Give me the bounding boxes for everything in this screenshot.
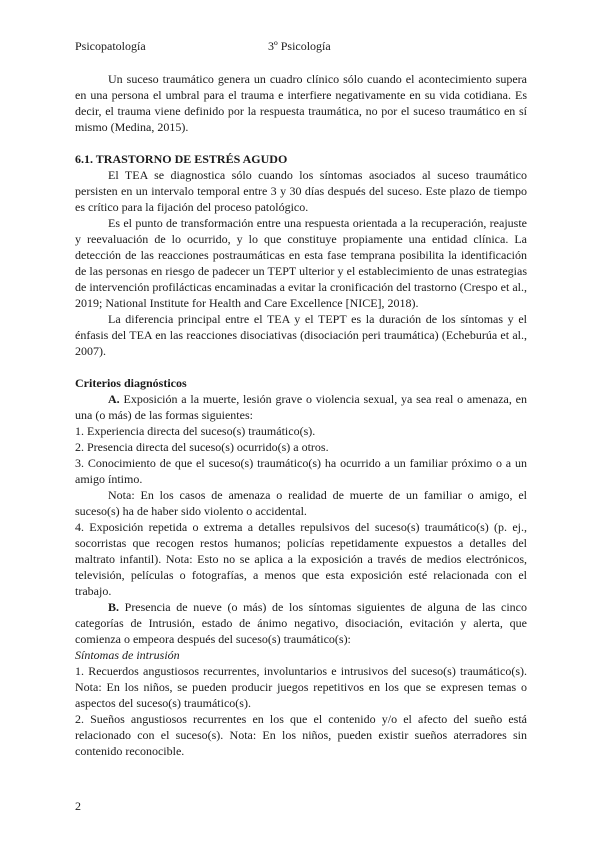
criterion-a-item: 3. Conocimiento de que el suceso(s) traumático(s) ha ocurrido a un familiar próximo o a un amigo íntimo. [75, 456, 527, 486]
intrusion-subheading: Síntomas de intrusión [75, 648, 180, 662]
section-paragraph: Es el punto de transformación entre una respuesta orientada a la recuperación, reajuste y reevaluación de lo ocurrido, y lo que constituye propiamente una entidad clínica. La detección de las reacciones postraumáticas en esta fase temprana posibilita la identificación de las personas en riesgo de padecer un TEPT ulterior y el establecimiento de unas estrategias de intervención profilácticas encaminadas a evitar la cronificación del trastorno (Crespo et al., 2019; National Institute for Health and Care Excellence [NICE], 2018). [75, 216, 527, 310]
criterion-a-item: 1. Experiencia directa del suceso(s) traumático(s). [75, 424, 316, 438]
section-paragraph: La diferencia principal entre el TEA y el TEPT es la duración de los síntomas y el énfasis del TEA en las reacciones disociativas (disociación peri traumática) (Echeburúa et al., 2007). [75, 312, 527, 358]
page-number: 2 [75, 799, 81, 813]
criteria-heading: Criterios diagnósticos [75, 376, 187, 390]
criterion-b [75, 599, 527, 647]
criterion-b-label: B. [108, 600, 120, 614]
section-paragraph: El TEA se diagnostica sólo cuando los síntomas asociados al suceso traumático persisten en un intervalo temporal entre 3 y 30 días después del suceso. Este plazo de tiempo es crítico para la fijación del proceso patológico. [75, 168, 527, 214]
page-header [75, 38, 527, 54]
criterion-a-item: 2. Presencia directa del suceso(s) ocurrido(s) a otros. [75, 440, 329, 454]
intrusion-item: 1. Recuerdos angustiosos recurrentes, involuntarios e intrusivos del suceso(s) traumático(s). Nota: En los niños, se pueden producir juegos repetitivos en los que se expresen temas o aspectos del suceso(s) traumático(s). [75, 664, 527, 710]
criterion-a-label: A. [108, 392, 120, 406]
intrusion-item: 2. Sueños angustiosos recurrentes en los que el contenido y/o el afecto del sueño está relacionado con el suceso(s). Nota: En los niños, pueden existir sueños aterradores sin contenido reconocible. [75, 712, 527, 758]
criterion-b-text: Presencia de nueve (o más) de los síntomas siguientes de alguna de las cinco categorías de Intrusión, estado de ánimo negativo, disociación, evitación y alerta, que comienza o empeora después del suceso(s) traumático(s): [75, 600, 527, 646]
criterion-a [75, 391, 527, 423]
page-body [75, 71, 527, 759]
criterion-a-item: 4. Exposición repetida o extrema a detalles repulsivos del suceso(s) traumático(s) (p. ej., socorristas que recogen restos humanos; policías repetidamente expuestos a detalles del maltrato infantil). Nota: Esto no se aplica a la exposición a través de medios electrónicos, televisión, películas o fotografías, a menos que esta exposición esté relacionada con el trabajo. [75, 520, 527, 598]
header-course: 3º Psicología [268, 39, 331, 53]
section-heading: 6.1. TRASTORNO DE ESTRÉS AGUDO [75, 152, 288, 166]
header-subject: Psicopatología [75, 39, 146, 53]
criterion-a-text: Exposición a la muerte, lesión grave o violencia sexual, ya sea real o amenaza, en una (o más) de las formas siguientes: [75, 392, 527, 422]
intro-paragraph: Un suceso traumático genera un cuadro clínico sólo cuando el acontecimiento supera en una persona el umbral para el trauma e interfiere negativamente en su vida cotidiana. Es decir, el trauma viene definido por la respuesta traumática, no por el suceso traumático en sí mismo (Medina, 2015). [75, 72, 527, 134]
criterion-a-note: Nota: En los casos de amenaza o realidad de muerte de un familiar o amigo, el suceso(s) ha de haber sido violento o accidental. [75, 488, 527, 518]
